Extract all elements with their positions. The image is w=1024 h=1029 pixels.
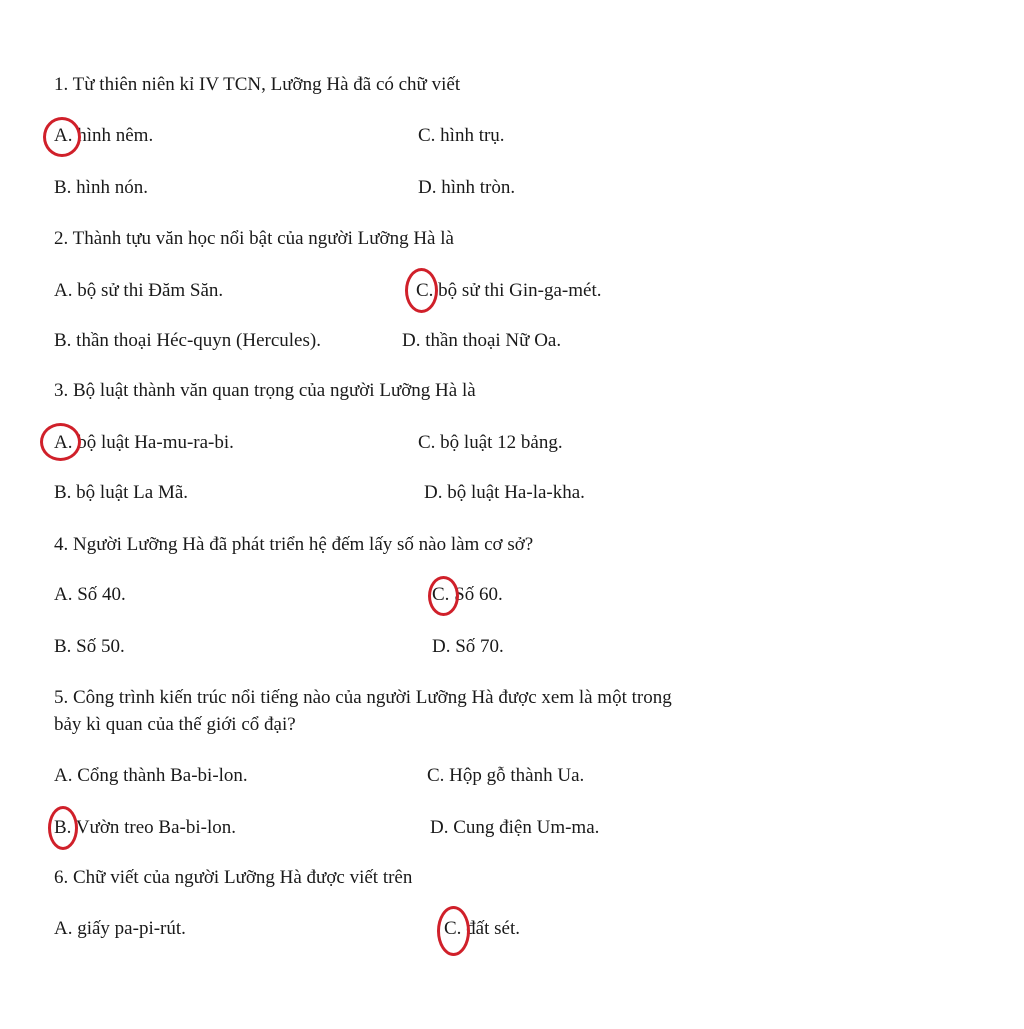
q2-option-c[interactable]: C. bộ sử thi Gin-ga-mét. (416, 280, 602, 301)
q4-option-d[interactable]: D. Số 70. (432, 636, 504, 657)
q5-option-c[interactable]: C. Hộp gỗ thành Ua. (427, 765, 585, 786)
q4-option-a[interactable]: A. Số 40. (54, 584, 126, 605)
q6-option-a[interactable]: A. giấy pa-pi-rút. (54, 918, 186, 939)
q4-option-c[interactable]: C. Số 60. (432, 584, 503, 605)
q4-option-b[interactable]: B. Số 50. (54, 636, 125, 657)
q3-option-a[interactable]: A. bộ luật Ha-mu-ra-bi. (54, 432, 234, 453)
question-5-text-line2: bảy kì quan của thế giới cổ đại? (54, 714, 296, 735)
q3-option-c[interactable]: C. bộ luật 12 bảng. (418, 432, 563, 453)
question-2-text: 2. Thành tựu văn học nổi bật của người Lưỡng Hà là (54, 228, 454, 249)
q3-option-b[interactable]: B. bộ luật La Mã. (54, 482, 189, 503)
q2-option-a[interactable]: A. bộ sử thi Đăm Săn. (54, 280, 224, 301)
q1-option-c[interactable]: C. hình trụ. (418, 125, 505, 146)
q2-option-d[interactable]: D. thần thoại Nữ Oa. (402, 330, 562, 351)
question-3-text: 3. Bộ luật thành văn quan trọng của người Lưỡng Hà là (54, 380, 476, 401)
q1-option-a[interactable]: A. hình nêm. (54, 125, 154, 146)
q5-option-a[interactable]: A. Cổng thành Ba-bi-lon. (54, 765, 248, 786)
question-5-text-line1: 5. Công trình kiến trúc nổi tiếng nào của người Lưỡng Hà được xem là một trong (54, 687, 672, 708)
q2-option-b[interactable]: B. thần thoại Héc-quyn (Hercules). (54, 330, 321, 351)
q1-option-d[interactable]: D. hình tròn. (418, 177, 516, 198)
q6-option-c[interactable]: C. đất sét. (444, 918, 520, 939)
question-6-text: 6. Chữ viết của người Lưỡng Hà được viết trên (54, 867, 413, 888)
q5-option-b[interactable]: B. Vườn treo Ba-bi-lon. (54, 817, 237, 838)
q5-option-d[interactable]: D. Cung điện Um-ma. (430, 817, 600, 838)
q1-option-b[interactable]: B. hình nón. (54, 177, 148, 198)
q3-option-d[interactable]: D. bộ luật Ha-la-kha. (424, 482, 585, 503)
question-1-text: 1. Từ thiên niên kỉ IV TCN, Lưỡng Hà đã có chữ viết (54, 74, 461, 95)
question-4-text: 4. Người Lưỡng Hà đã phát triển hệ đếm lấy số nào làm cơ sở? (54, 534, 534, 555)
